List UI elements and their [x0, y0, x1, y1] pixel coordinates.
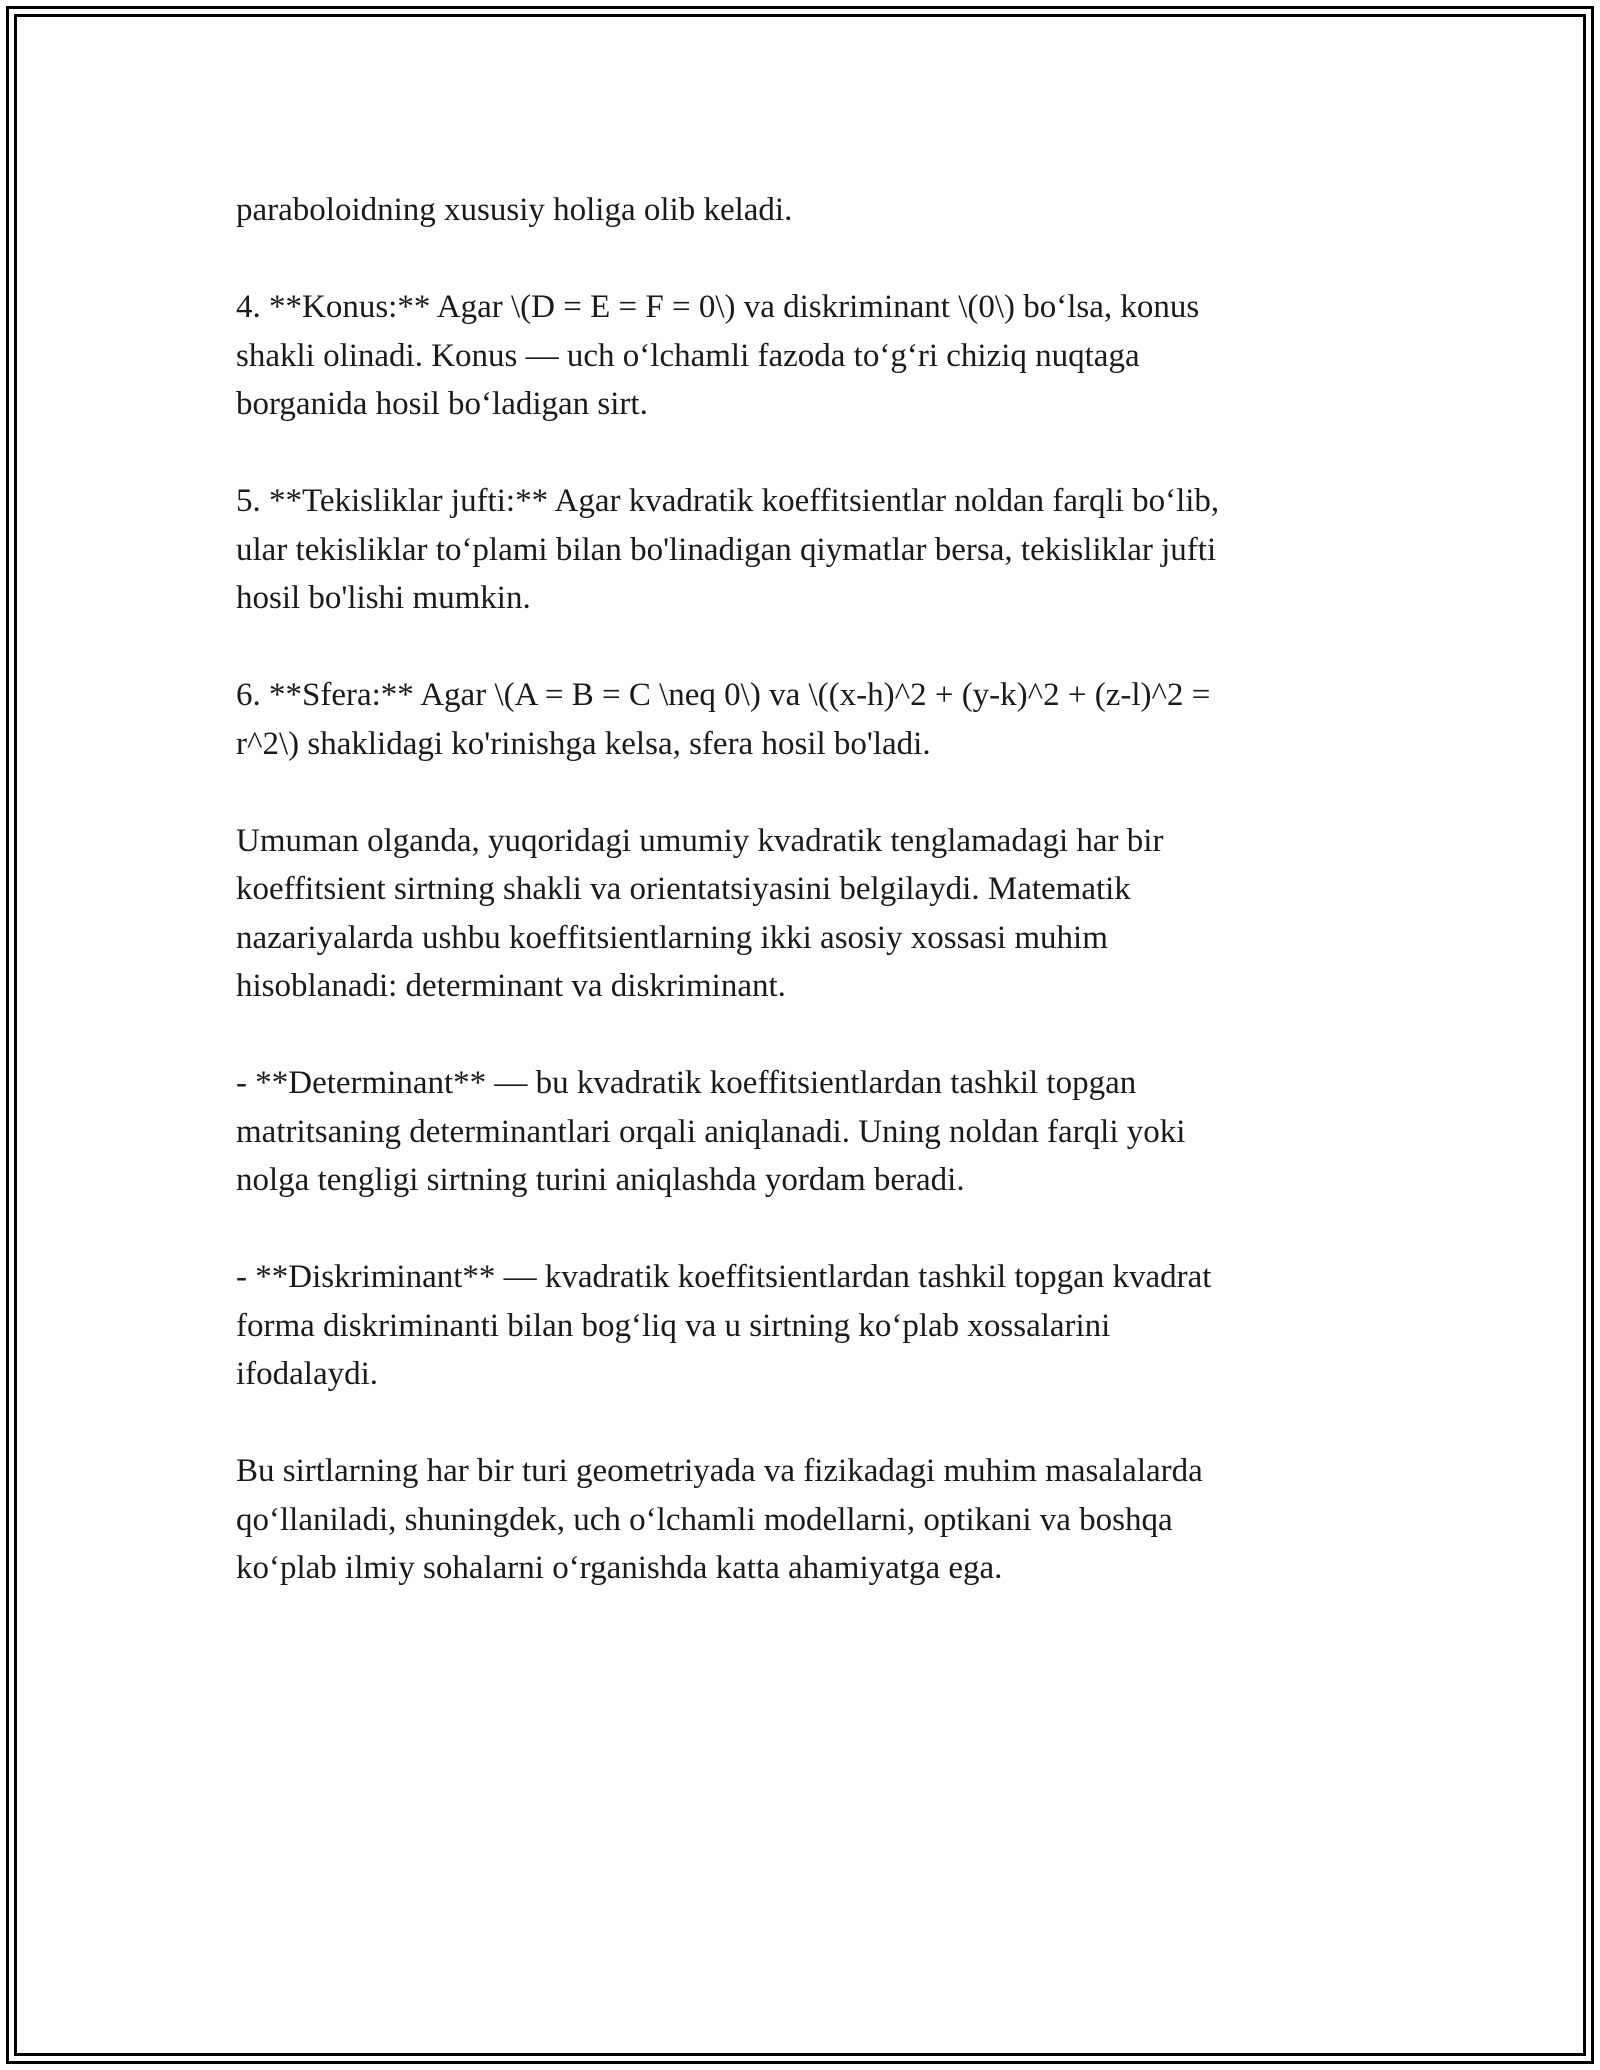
paragraph-konus: 4. **Konus:** Agar \(D = E = F = 0\) va diskriminant \(0\) bo‘lsa, konus shakli olinadi. Konus — uch o‘lchamli fazoda to‘g‘ri chiziq nuqtaga borganida hosil bo‘ladigan sirt.: [236, 289, 1200, 422]
paragraph-umuman-olganda: Umuman olganda, yuqoridagi umumiy kvadratik tenglamadagi har bir koeffitsient sirtning shakli va orientatsiyasini belgilaydi. Matematik nazariyalarda ushbu koeffitsientlarning ikki asosiy xossasi muhim hisoblanadi: determinant va diskriminant.: [236, 822, 1164, 1004]
paragraph-determinant: - **Determinant** — bu kvadratik koeffitsientlardan tashkil topgan matritsaning determinantlari orqali aniqlanadi. Uning noldan farqli yoki nolga tengligi sirtning turini aniqlashda yordam beradi.: [236, 1065, 1186, 1198]
paragraph-diskriminant: - **Diskriminant** — kvadratik koeffitsientlardan tashkil topgan kvadrat forma diskriminanti bilan bog‘liq va u sirtning ko‘plab xossalarini ifodalaydi.: [236, 1259, 1212, 1392]
paragraph-conclusion: Bu sirtlarning har bir turi geometriyada va fizikadagi muhim masalalarda qo‘llaniladi, shuningdek, uch o‘lchamli modellarni, optikani va boshqa ko‘plab ilmiy sohalarni o‘rganishda katta ahamiyatga ega.: [236, 1453, 1203, 1586]
paragraph-paraboloid-continuation: paraboloidning xususiy holiga olib keladi.: [236, 192, 793, 228]
document-body: [236, 186, 1386, 1641]
paragraph-sfera: 6. **Sfera:** Agar \(A = B = C \neq 0\) va \((x-h)^2 + (y-k)^2 + (z-l)^2 = r^2\) shaklidagi ko'rinishga kelsa, sfera hosil bo'ladi.: [236, 677, 1211, 762]
paragraph-tekisliklar-jufti: 5. **Tekisliklar jufti:** Agar kvadratik koeffitsientlar noldan farqli bo‘lib, ular tekisliklar to‘plami bilan bo'linadigan qiymatlar bersa, tekisliklar jufti hosil bo'lishi mumkin.: [236, 483, 1220, 616]
